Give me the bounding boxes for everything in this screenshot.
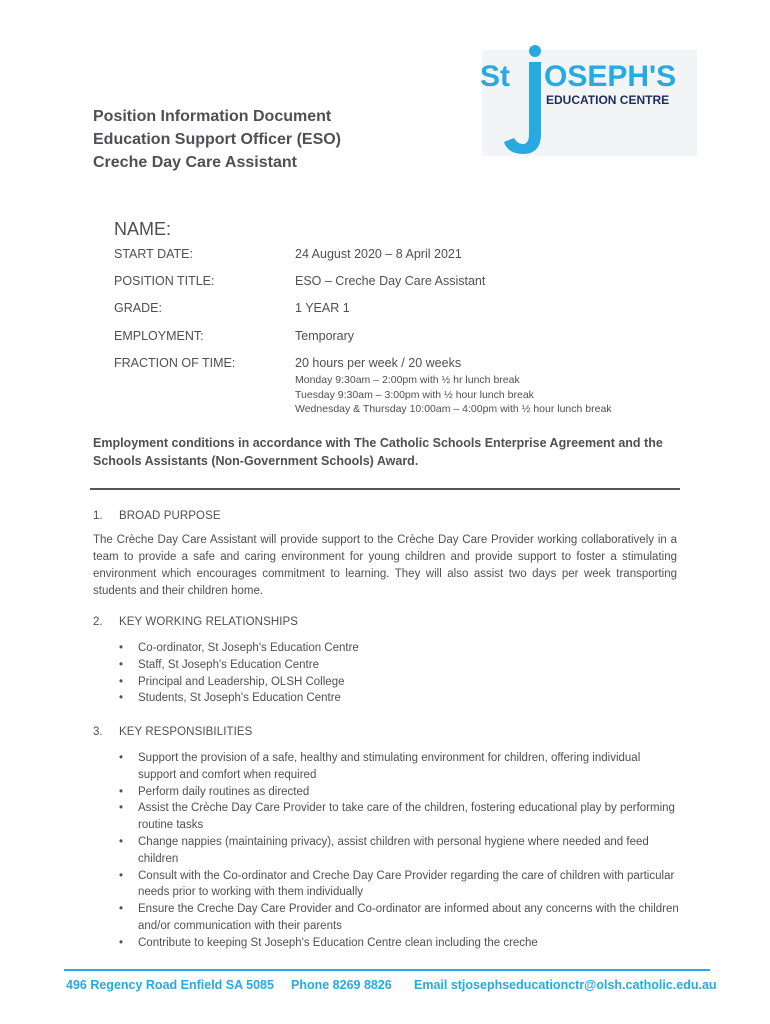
start-date-value: 24 August 2020 – 8 April 2021 — [295, 247, 462, 261]
start-date-label: START DATE: — [114, 247, 193, 261]
position-name: Creche Day Care Assistant — [93, 154, 297, 171]
list-item: • Contribute to keeping St Joseph's Education Centre clean including the creche — [116, 935, 681, 952]
list-item: • Students, St Joseph's Education Centre — [116, 690, 656, 707]
position-title-label: POSITION TITLE: — [114, 274, 215, 288]
section-heading-key-relationships: KEY WORKING RELATIONSHIPS — [119, 616, 299, 628]
relationships-list — [116, 640, 656, 707]
footer-email[interactable]: Email stjosephseducationctr@olsh.catholic.edu.au — [414, 978, 717, 992]
position-title-value: ESO – Creche Day Care Assistant — [295, 274, 486, 288]
list-item: • Support the provision of a safe, healthy and stimulating environment for children, offering individual support and comfort when required — [116, 750, 681, 784]
section-number: 1. — [93, 510, 103, 522]
name-label: NAME: — [114, 219, 172, 239]
footer-divider — [64, 969, 710, 971]
broad-purpose-text: The Crèche Day Care Assistant will provide support to the Crèche Day Care Provider working collaboratively in a team to provide a safe and caring environment for young children and provide support to foster a stimulating environment which encourages commitment to learning. They will also assist two days per week transporting students and their children home. — [93, 534, 677, 597]
logo-mark-icon — [478, 42, 703, 160]
employment-value: Temporary — [295, 329, 355, 343]
schedule-line: Tuesday 9:30am – 3:00pm with ½ hour lunch break — [295, 389, 534, 401]
list-item: • Staff, St Joseph's Education Centre — [116, 657, 656, 674]
employment-label: EMPLOYMENT: — [114, 329, 204, 343]
divider — [90, 488, 680, 490]
list-item: • Perform daily routines as directed — [116, 784, 681, 801]
organization-logo — [478, 42, 703, 160]
section-number: 3. — [93, 726, 103, 738]
schedule-line: Monday 9:30am – 2:00pm with ½ hr lunch break — [295, 374, 520, 386]
schedule-line: Wednesday & Thursday 10:00am – 4:00pm with ½ hour lunch break — [295, 403, 612, 415]
section-number: 2. — [93, 616, 103, 628]
svg-text:OSEPH'S: OSEPH'S — [544, 60, 677, 93]
svg-text:St: St — [480, 60, 510, 93]
section-heading-key-responsibilities: KEY RESPONSIBILITIES — [119, 726, 253, 738]
fraction-label: FRACTION OF TIME: — [114, 356, 236, 370]
responsibilities-list — [116, 750, 681, 952]
document-title: Position Information Document — [93, 108, 332, 125]
employment-conditions: Employment conditions in accordance with The Catholic Schools Enterprise Agreement and the Schools Assistants (Non-Government Schools) Award. — [93, 436, 663, 468]
list-item: • Change nappies (maintaining privacy), assist children with personal hygiene where needed and feed children — [116, 834, 681, 868]
svg-text:EDUCATION CENTRE: EDUCATION CENTRE — [546, 93, 670, 107]
section-heading-broad-purpose: BROAD PURPOSE — [119, 510, 221, 522]
list-item: • Assist the Crèche Day Care Provider to take care of the children, fostering educational play by performing routine tasks — [116, 800, 681, 834]
list-item: • Principal and Leadership, OLSH College — [116, 674, 656, 691]
position-category: Education Support Officer (ESO) — [93, 131, 342, 148]
list-item: • Co-ordinator, St Joseph's Education Centre — [116, 640, 656, 657]
footer-address: 496 Regency Road Enfield SA 5085 — [66, 978, 274, 992]
grade-value: 1 YEAR 1 — [295, 301, 350, 315]
footer-phone: Phone 8269 8826 — [291, 978, 392, 992]
fraction-value: 20 hours per week / 20 weeks — [295, 356, 462, 370]
list-item: • Consult with the Co-ordinator and Creche Day Care Provider regarding the care of children with particular needs prior to working with them individually — [116, 868, 681, 902]
list-item: • Ensure the Creche Day Care Provider and Co-ordinator are informed about any concerns with the children and/or communication with their parents — [116, 901, 681, 935]
grade-label: GRADE: — [114, 301, 162, 315]
